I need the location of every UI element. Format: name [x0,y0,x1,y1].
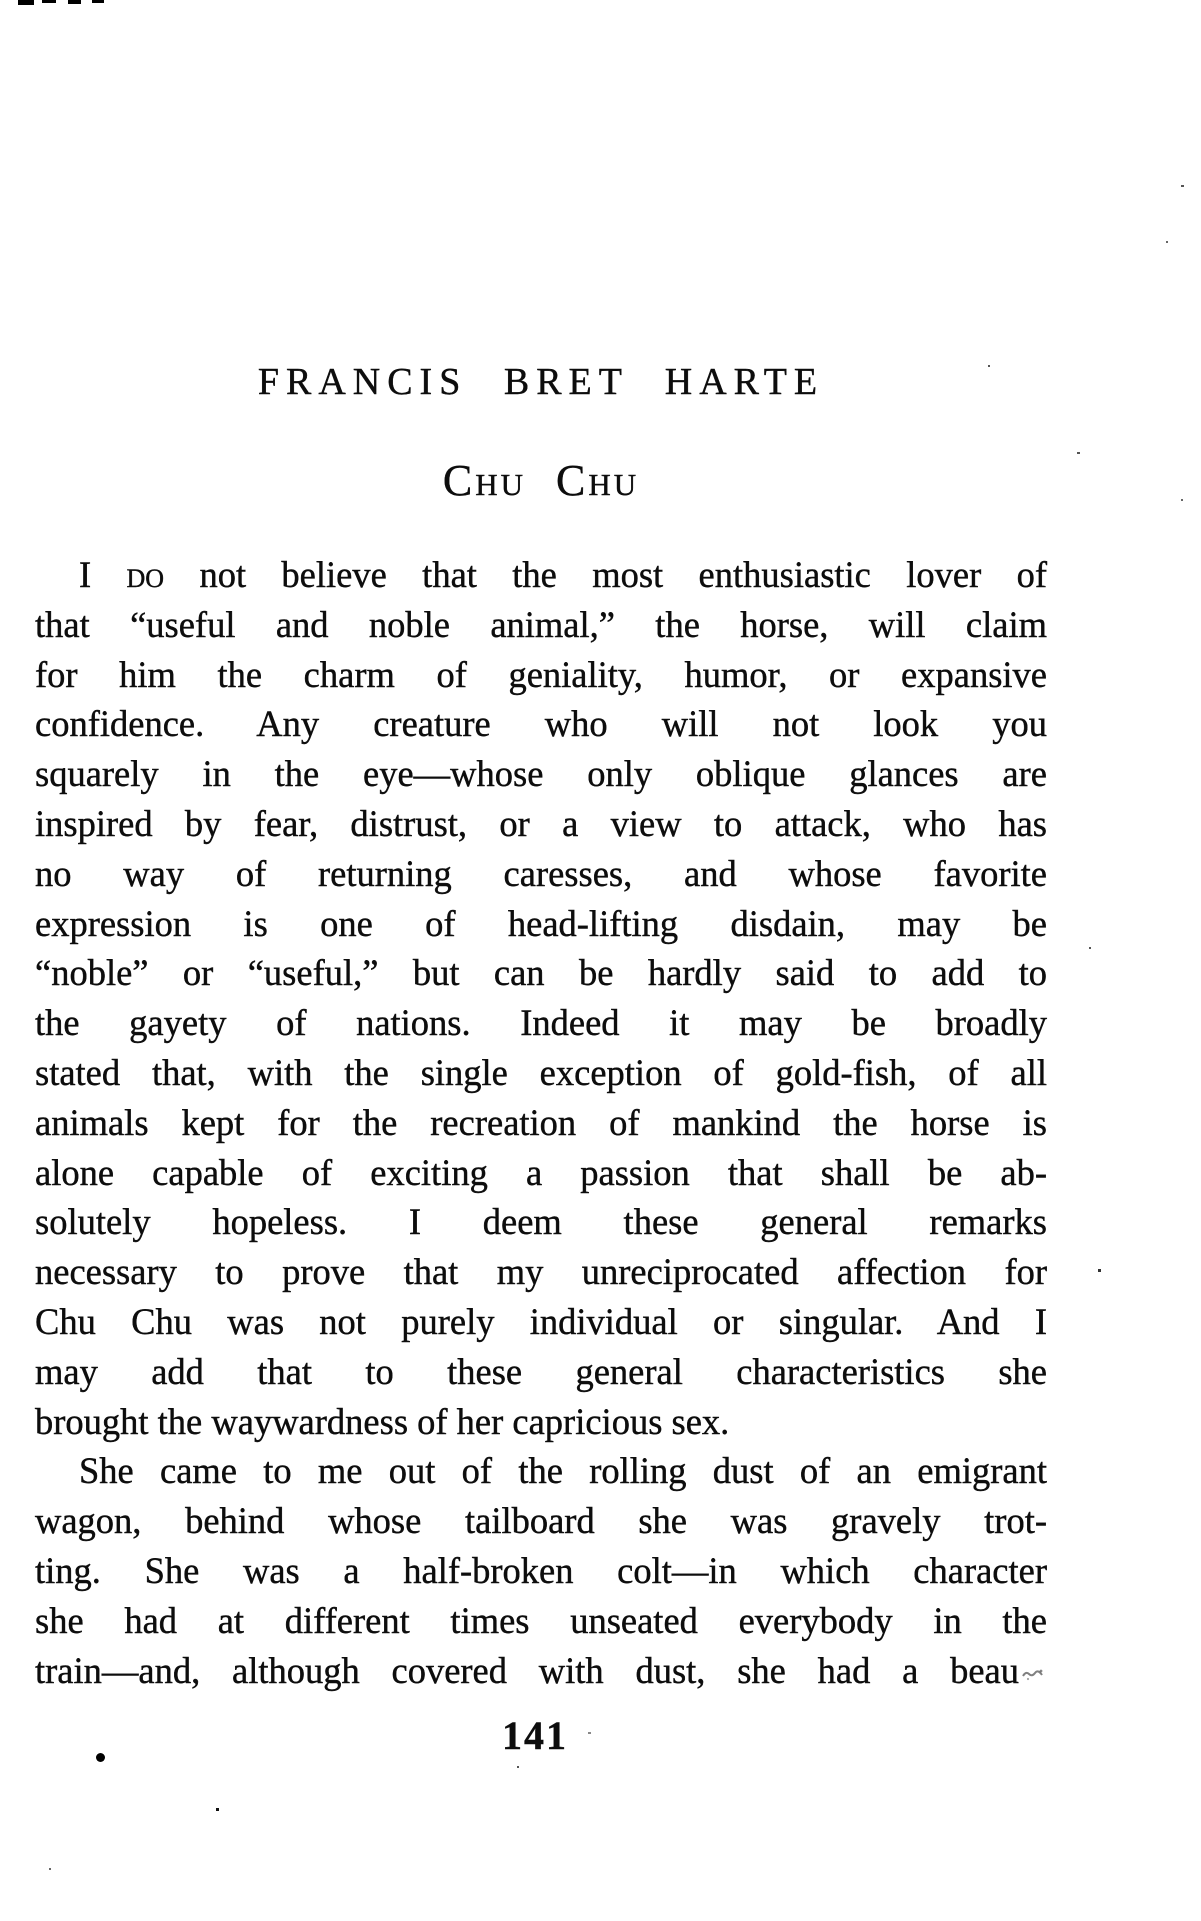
scan-speck [49,1868,51,1870]
opening-word: I [79,554,92,595]
text-line: confidence. Any creature who will not look you [35,703,1047,745]
scan-speck [517,1766,519,1768]
text-line-content: train—and, although covered with dust, she had a beau [35,1649,1019,1691]
text-line: inspired by fear, distrust, or a view to attack, who has [35,802,1047,844]
small-caps-word: do [126,554,165,595]
text-line: brought the waywardness of her capricious sex. [35,1400,730,1442]
story-title: Chu Chu [442,456,640,505]
text-line: She came to me out of the rolling dust of an emigrant [79,1450,1047,1492]
scan-artifact-top-edge [42,0,56,3]
scan-artifact-top-edge [68,0,81,4]
text-line: wagon, behind whose tailboard she was gravely trot- [35,1500,1047,1542]
scan-speck [1166,241,1168,243]
story-text [35,550,1047,1695]
text-line: solutely hopeless. I deem these general remarks [35,1201,1047,1243]
paragraph [35,1446,1047,1695]
text-line: animals kept for the recreation of mankind the horse is [35,1101,1047,1143]
text-line [35,550,1047,600]
scan-speck [588,1732,591,1734]
text-line: for him the charm of geniality, humor, or expansive [35,653,1047,695]
text-line: alone capable of exciting a passion that shall be ab- [35,1151,1047,1193]
scan-artifact-top-edge [92,0,104,3]
scan-artifact-top-edge [18,0,34,5]
text-line: the gayety of nations. Indeed it may be broadly [35,1002,1047,1044]
scan-speck [1181,499,1183,501]
text-line: Chu Chu was not purely individual or singular. And I [35,1300,1047,1342]
text-line: ting. She was a half-broken colt—in which character [35,1549,1047,1591]
scan-ink-dot [96,1753,105,1762]
scan-speck [1181,185,1184,187]
scan-speck [988,365,990,367]
page-number: 141 [502,1713,568,1758]
scan-speck [1089,947,1091,949]
scan-speck [1098,1269,1101,1272]
paragraph [35,550,1047,1446]
text-line: necessary to prove that my unreciprocated affection for [35,1251,1047,1293]
ink-smudge-mark [1021,1646,1047,1664]
opening-rest: not believe that the most enthusiastic lover of [199,554,1047,595]
scan-speck [1077,452,1080,454]
text-line: stated that, with the single exception of gold-fish, of all [35,1051,1047,1093]
author-heading: FRANCIS BRET HARTE [257,361,825,403]
text-line: that “useful and noble animal,” the horse, will claim [35,603,1047,645]
text-line: “noble” or “useful,” but can be hardly said to add to [35,952,1047,994]
text-line: may add that to these general characteristics she [35,1350,1047,1392]
scan-speck [216,1808,219,1811]
text-line: she had at different times unseated everybody in the [35,1599,1047,1641]
text-line: expression is one of head-lifting disdain, may be [35,902,1047,944]
text-line: squarely in the eye—whose only oblique glances are [35,753,1047,795]
text-line [35,1646,1047,1696]
text-line: no way of returning caresses, and whose favorite [35,852,1047,894]
